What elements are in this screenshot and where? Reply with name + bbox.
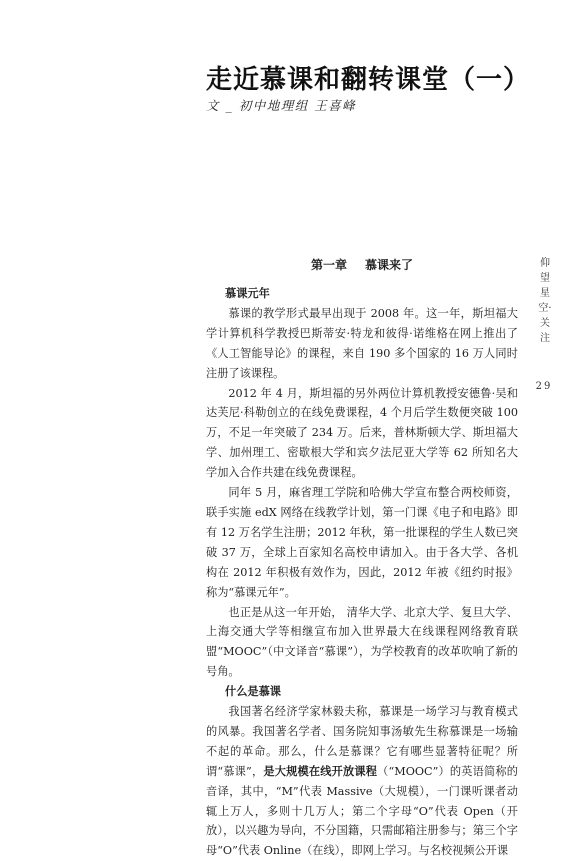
body-paragraph — [206, 702, 518, 861]
section-heading: 什么是慕课 — [225, 684, 281, 699]
body-paragraph: 同年 5 月，麻省理工学院和哈佛大学宣布整合两校师资，联手实施 edX 网络在线教学计划，第一门课《电子和电路》即有 12 万名学生注册；2012 年秋，第一批课程的学生人数已突破 37 万，全球上百家知名高校申请加入。由于各大学、各机构在 2012 年积极有效作为，因此，2012 年被《纽约时报》称为“慕课元年”。 — [206, 486, 518, 599]
body-paragraph: 也正是从这一年开始， 清华大学、北京大学、复旦大学、上海交通大学等相继宣布加入世界最大在线课程网络教育联盟“MOOC”（中文译音“慕课”），为学校教育的改革吹响了新的号角。 — [206, 605, 518, 679]
body-paragraph: 慕课的教学形式最早出现于 2008 年。这一年，斯坦福大学计算机科学教授巴斯蒂安·特龙和彼得·诺维格在网上推出了《人工智能导论》的课程，来自 190 多个国家的 16 万人同时注册了该课程。 — [206, 306, 518, 380]
article-byline: 文 _ 初中地理组 王喜峰 — [206, 98, 357, 113]
section-heading: 慕课元年 — [225, 286, 270, 300]
article-body — [206, 284, 518, 861]
paragraph-text: （“MOOC”）的英语简称的音译，其中，“M”代表 Massive（大规模），一门课听课者动辄上万人，多则十几万人；第二个字母“O”代表 Open（开放），以兴趣为导向，不分国籍，只需邮箱注册参与；第三个字母“O”代表 Online（在线），即网上学习。与名校视频公开课 — [206, 764, 518, 858]
emphasized-text: 是大规模在线开放课程 — [263, 763, 378, 778]
paragraph-text: 我国著名经济学家林毅夫称，慕课是一场学习与教育模式的风暴。我国著名学者、国务院知事汤敏先生称慕课是一场输不起的革命。那么，什么是慕课？它有哪些显著特征呢？所谓“慕课”， — [206, 705, 518, 778]
chapter-title: 慕课来了 — [365, 258, 414, 272]
sidebar-vertical-text: 仰望星空·关注 — [538, 258, 552, 344]
body-paragraph: 2012 年 4 月，斯坦福的另外两位计算机教授安德鲁·吴和达芙尼·科勒创立的在线免费课程，4 个月后学生数便突破 100 万，不足一年突破了 234 万。后来，普林斯顿大学、斯坦福大学、加州理工、密歇根大学和宾夕法尼亚大学等 62 所知名大学加入合作共建在线免费课程。 — [206, 386, 518, 480]
chapter-heading — [206, 256, 518, 273]
chapter-label: 第一章 — [310, 258, 347, 272]
article-title: 走近慕课和翻转课堂（一） — [206, 65, 531, 96]
page-number: 29 — [535, 381, 553, 392]
